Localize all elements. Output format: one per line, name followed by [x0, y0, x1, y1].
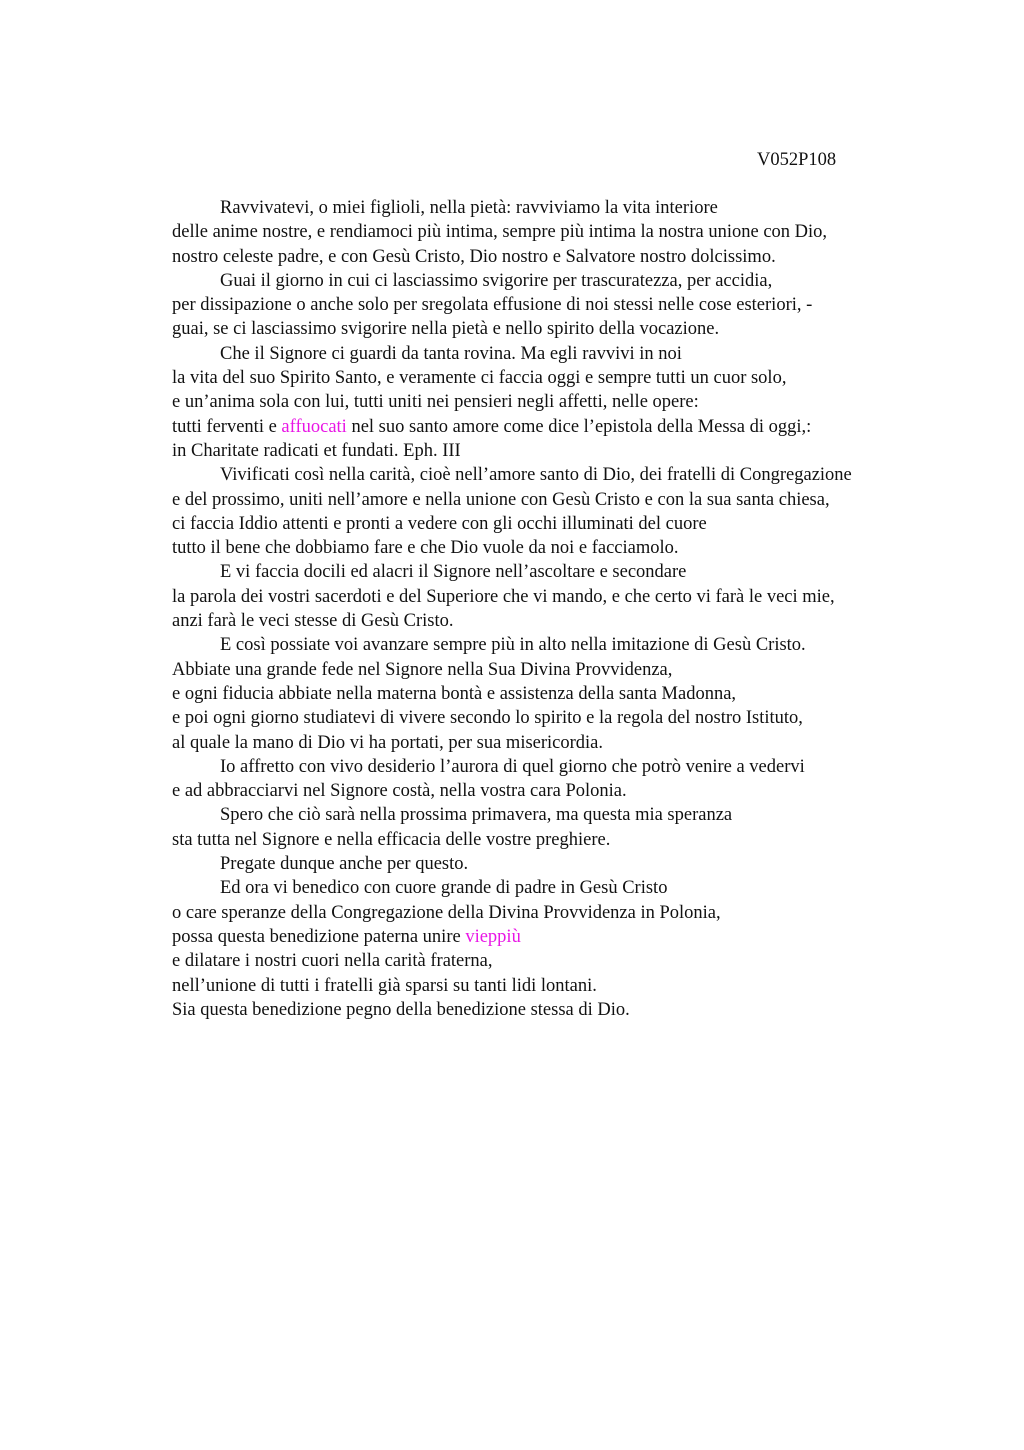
text-line: Ravvivatevi, o miei figlioli, nella pietà: ravviviamo la vita interiore [220, 198, 718, 218]
text-line: Vivificati così nella carità, cioè nell’amore santo di Dio, dei fratelli di Congregazione [220, 465, 852, 486]
text-line-with-highlight [172, 415, 907, 439]
text-line: al quale la mano di Dio vi ha portati, per sua misericordia. [172, 732, 604, 753]
highlighted-word: affuocati [281, 416, 347, 437]
text-line: guai, se ci lasciassimo svigorire nella pietà e nello spirito della vocazione. [172, 319, 720, 340]
text-line: Che il Signore ci guardi da tanta rovina. Ma egli ravvivi in noi [220, 343, 682, 364]
text-line: Abbiate una grande fede nel Signore nella Sua Divina Provvidenza, [172, 659, 673, 680]
text-line: la vita del suo Spirito Santo, e veramente ci faccia oggi e sempre tutti un cuor solo, [172, 368, 787, 389]
text-line: e poi ogni giorno studiatevi di vivere secondo lo spirito e la regola del nostro Istituto, [172, 708, 803, 729]
text-line: nell’unione di tutti i fratelli già sparsi su tanti lidi lontani. [172, 975, 597, 996]
letter-body [172, 196, 907, 1022]
text-line-with-highlight [172, 925, 907, 949]
text-line: delle anime nostre, e rendiamoci più intima, sempre più intima la nostra unione con Dio, [172, 222, 828, 243]
line-text-after: nel suo santo amore come dice l’epistola della Messa di oggi,: [346, 416, 812, 437]
text-line: E così possiate voi avanzare sempre più in alto nella imitazione di Gesù Cristo. [220, 635, 806, 656]
text-line: tutto il bene che dobbiamo fare e che Dio vuole da noi e facciamolo. [172, 538, 679, 559]
text-line: Sia questa benedizione pegno della benedizione stessa di Dio. [172, 999, 630, 1020]
line-text-before: possa questa benedizione paterna unire [172, 926, 466, 947]
text-line: Pregate dunque anche per questo. [220, 854, 469, 875]
text-line: nostro celeste padre, e con Gesù Cristo, Dio nostro e Salvatore nostro dolcissimo. [172, 246, 776, 267]
text-line: Ed ora vi benedico con cuore grande di padre in Gesù Cristo [220, 878, 668, 899]
text-line: e ogni fiducia abbiate nella materna bontà e assistenza della santa Madonna, [172, 683, 737, 704]
page-code: V052P108 [757, 150, 837, 170]
line-text-before: tutti ferventi e [172, 416, 282, 437]
text-line: e dilatare i nostri cuori nella carità fraterna, [172, 951, 493, 972]
text-line: e un’anima sola con lui, tutti uniti nei pensieri negli affetti, nelle opere: [172, 392, 699, 413]
text-line: o care speranze della Congregazione della Divina Provvidenza in Polonia, [172, 902, 721, 923]
text-line: per dissipazione o anche solo per sregolata effusione di noi stessi nelle cose esteriori, - [172, 295, 813, 316]
highlighted-word: vieppiù [465, 926, 521, 947]
text-line: Guai il giorno in cui ci lasciassimo svigorire per trascuratezza, per accidia, [220, 270, 773, 291]
text-line: sta tutta nel Signore e nella efficacia delle vostre preghiere. [172, 829, 611, 850]
text-line: E vi faccia docili ed alacri il Signore nell’ascoltare e secondare [220, 562, 687, 583]
text-line: la parola dei vostri sacerdoti e del Superiore che vi mando, e che certo vi farà le veci mie, [172, 586, 835, 607]
text-line: e ad abbracciarvi nel Signore costà, nella vostra cara Polonia. [172, 781, 627, 802]
text-line: ci faccia Iddio attenti e pronti a vedere con gli occhi illuminati del cuore [172, 513, 707, 534]
text-line: Spero che ciò sarà nella prossima primavera, ma questa mia speranza [220, 805, 733, 826]
text-line: Io affretto con vivo desiderio l’aurora di quel giorno che potrò venire a vedervi [220, 756, 805, 777]
text-line: anzi farà le veci stesse di Gesù Cristo. [172, 611, 454, 632]
text-line: e del prossimo, uniti nell’amore e nella unione con Gesù Cristo e con la sua santa chiesa, [172, 489, 830, 510]
text-line: in Charitate radicati et fundati. Eph. III [172, 440, 461, 461]
